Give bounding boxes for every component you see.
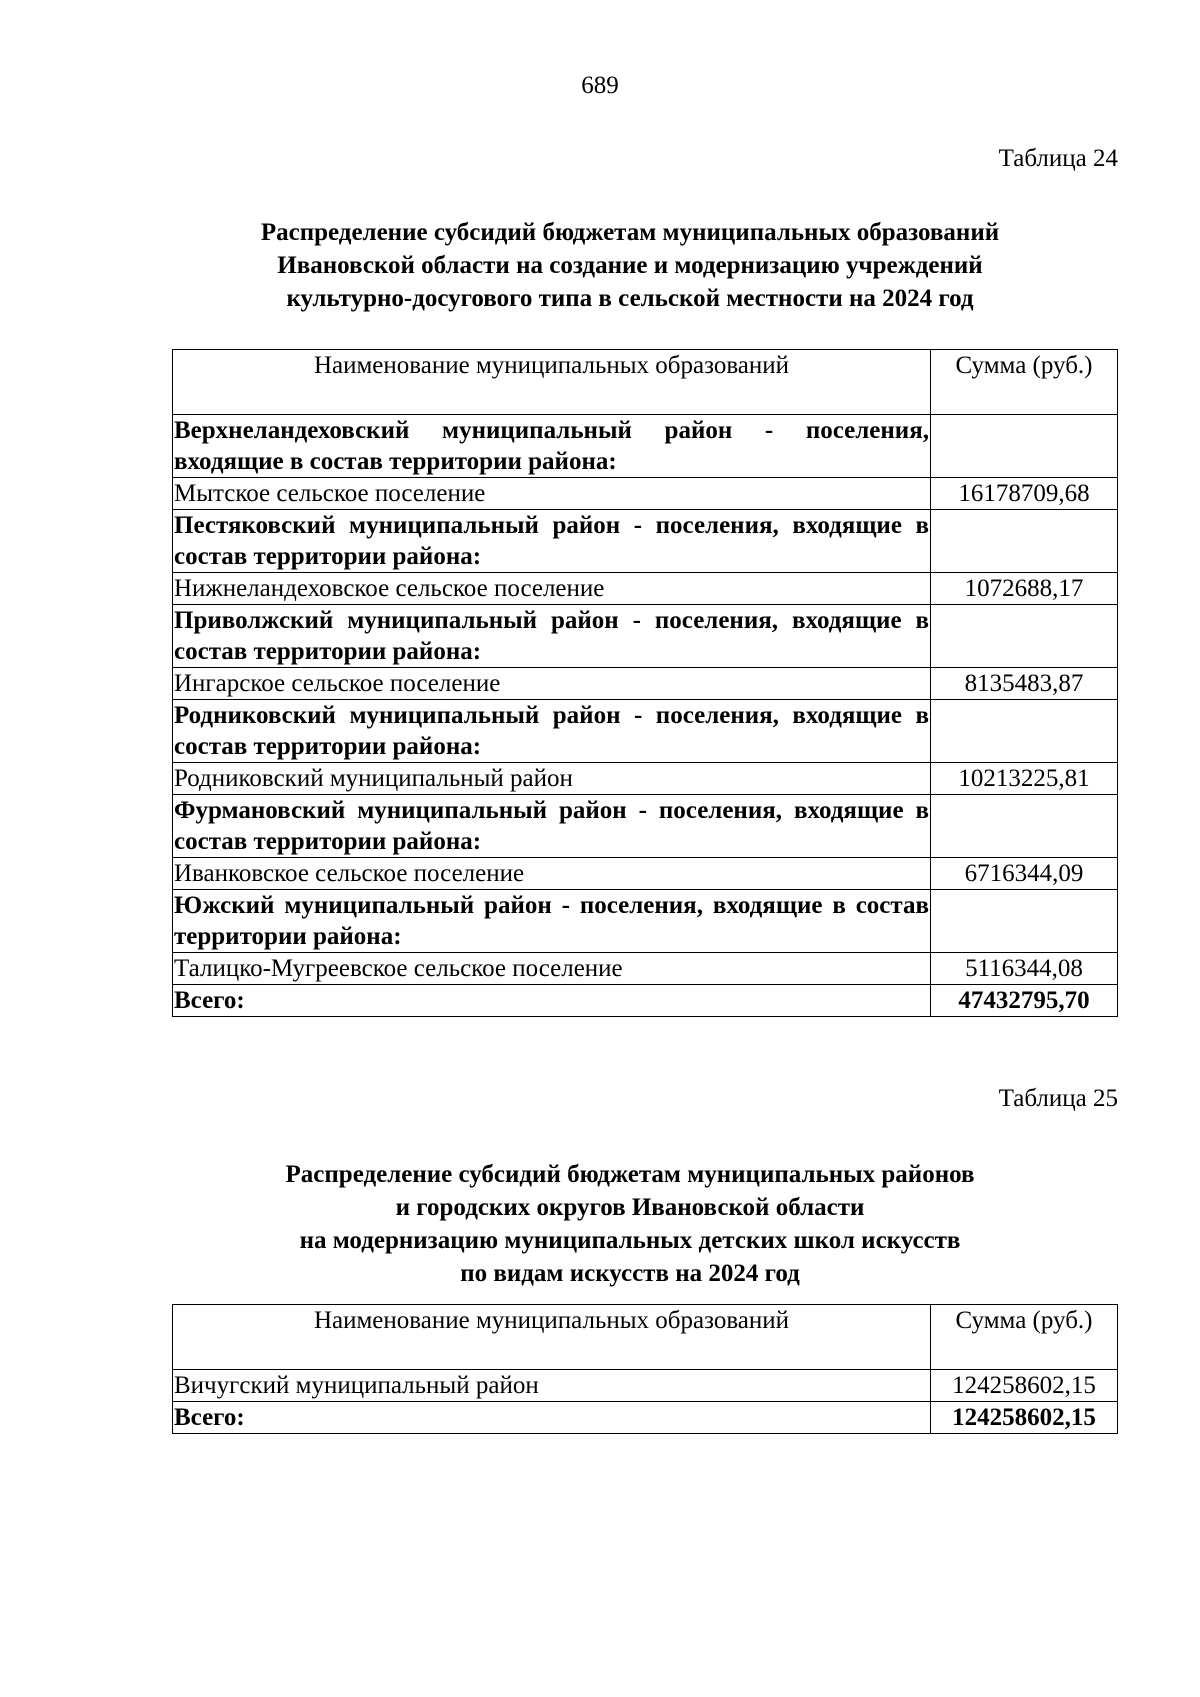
table-header-row (173, 350, 1118, 415)
sum-cell: 16178709,68 (931, 478, 1118, 510)
municipality-name: Вичугский муниципальный район (173, 1370, 931, 1402)
sum-cell: 124258602,15 (931, 1370, 1118, 1402)
table-24-title-line: культурно-досугового типа в сельской местности на 2024 год (286, 285, 974, 312)
district-group-name: Фурмановский муниципальный район - поселения, входящие в состав территории района: (173, 795, 931, 858)
settlement-name: Талицко-Мугреевское сельское поселение (173, 953, 931, 985)
column-header-sum: Сумма (руб.) (931, 1305, 1118, 1370)
table-row (173, 573, 1118, 605)
district-group-name: Приволжский муниципальный район - поселения, входящие в состав территории района: (173, 605, 931, 668)
total-label: Всего: (173, 985, 931, 1017)
table-row (173, 795, 1118, 858)
table-25-title-line: по видам искусств на 2024 год (460, 1260, 800, 1287)
table-25-title (150, 1158, 1110, 1290)
table-25-title-line: Распределение субсидий бюджетам муниципальных районов (285, 1161, 975, 1188)
table-row (173, 890, 1118, 953)
table-row (173, 510, 1118, 573)
district-group-name: Верхнеландеховский муниципальный район - поселения, входящие в состав территории района: (173, 415, 931, 478)
table-24 (172, 349, 1118, 1017)
sum-cell (931, 795, 1118, 858)
sum-cell: 6716344,09 (931, 858, 1118, 890)
sum-cell: 10213225,81 (931, 763, 1118, 795)
sum-cell (931, 510, 1118, 573)
table-25-label: Таблица 25 (998, 1085, 1118, 1112)
district-group-name: Родниковский муниципальный район - поселения, входящие в состав территории района: (173, 700, 931, 763)
table-25-title-line: и городских округов Ивановской области (395, 1194, 865, 1221)
table-row (173, 953, 1118, 985)
page-number: 689 (581, 72, 619, 99)
table-row (173, 1370, 1118, 1402)
total-label: Всего: (173, 1402, 931, 1434)
total-row (173, 985, 1118, 1017)
table-row (173, 415, 1118, 478)
settlement-name: Мытское сельское поселение (173, 478, 931, 510)
sum-cell (931, 890, 1118, 953)
total-sum: 47432795,70 (931, 985, 1118, 1017)
table-row (173, 478, 1118, 510)
table-row (173, 700, 1118, 763)
sum-cell (931, 605, 1118, 668)
table-24-title-line: Ивановской области на создание и модернизацию учреждений (277, 252, 983, 279)
total-sum: 124258602,15 (931, 1402, 1118, 1434)
sum-cell: 8135483,87 (931, 668, 1118, 700)
settlement-name: Родниковский муниципальный район (173, 763, 931, 795)
settlement-name: Ингарское сельское поселение (173, 668, 931, 700)
table-row (173, 858, 1118, 890)
table-row (173, 605, 1118, 668)
table-row (173, 763, 1118, 795)
column-header-name: Наименование муниципальных образований (173, 1305, 931, 1370)
table-25 (172, 1304, 1118, 1434)
sum-cell: 1072688,17 (931, 573, 1118, 605)
table-header-row (173, 1305, 1118, 1370)
column-header-sum: Сумма (руб.) (931, 350, 1118, 415)
table-24-label: Таблица 24 (998, 145, 1118, 172)
table-row (173, 668, 1118, 700)
column-header-name: Наименование муниципальных образований (173, 350, 931, 415)
sum-cell: 5116344,08 (931, 953, 1118, 985)
settlement-name: Нижнеландеховское сельское поселение (173, 573, 931, 605)
district-group-name: Пестяковский муниципальный район - поселения, входящие в состав территории района: (173, 510, 931, 573)
district-group-name: Южский муниципальный район - поселения, входящие в состав территории района: (173, 890, 931, 953)
sum-cell (931, 415, 1118, 478)
sum-cell (931, 700, 1118, 763)
table-24-title (150, 216, 1110, 315)
settlement-name: Иванковское сельское поселение (173, 858, 931, 890)
total-row (173, 1402, 1118, 1434)
table-24-title-line: Распределение субсидий бюджетам муниципальных образований (260, 219, 1000, 246)
table-25-title-line: на модернизацию муниципальных детских школ искусств (299, 1227, 961, 1254)
